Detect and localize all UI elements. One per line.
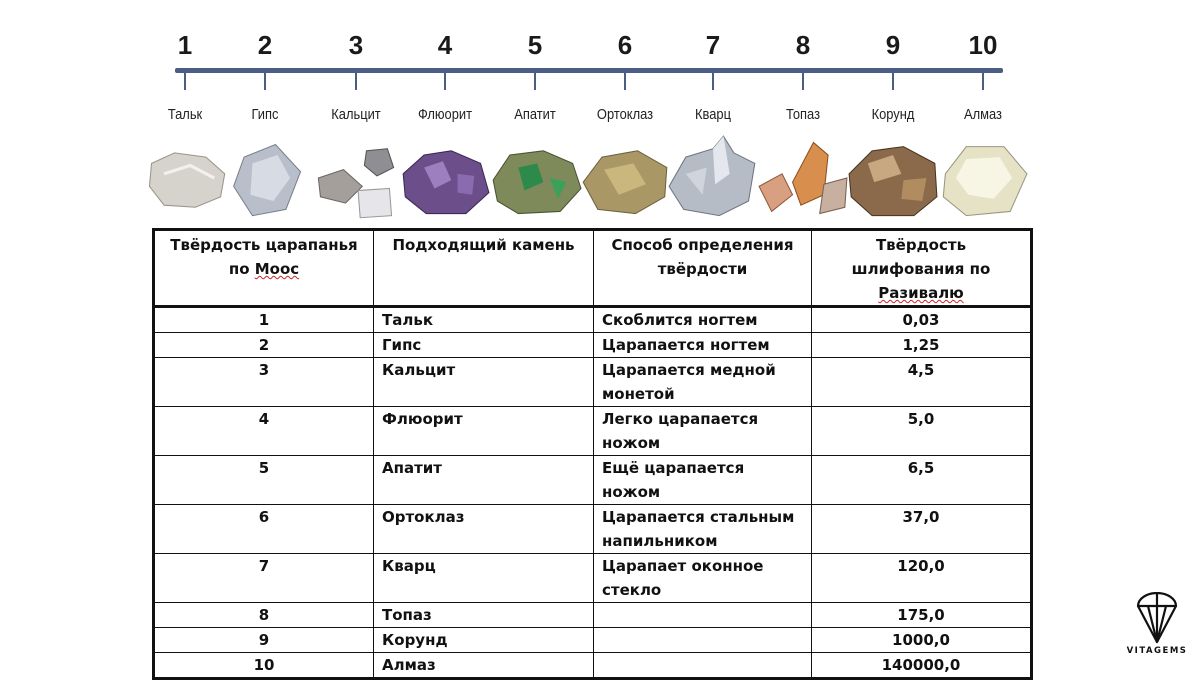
cell-method: Царапается ногтем — [594, 333, 812, 358]
scale-item — [490, 0, 580, 225]
table-row — [154, 358, 1032, 407]
table-row — [154, 603, 1032, 628]
scale-item — [758, 0, 848, 225]
cell-mohs-level: 2 — [154, 333, 374, 358]
table-row — [154, 505, 1032, 554]
scale-number: 6 — [617, 30, 633, 60]
mineral-name: Апатит — [514, 106, 556, 123]
header-method: Способ определения твёрдости — [594, 230, 812, 307]
cell-grinding-hardness: 1000,0 — [812, 628, 1032, 653]
cell-grinding-hardness: 37,0 — [812, 505, 1032, 554]
cell-method: Скоблится ногтем — [594, 307, 812, 333]
scale-item — [311, 0, 401, 225]
scale-number: 1 — [177, 30, 193, 60]
scale-item — [848, 0, 938, 225]
scale-tick — [982, 72, 984, 90]
scale-number: 3 — [348, 30, 364, 60]
scale-number: 5 — [527, 30, 543, 60]
cell-grinding-hardness: 5,0 — [812, 407, 1032, 456]
cell-mohs-level: 10 — [154, 653, 374, 679]
scale-item — [400, 0, 490, 225]
cell-stone: Ортоклаз — [374, 505, 594, 554]
cell-mohs-level: 8 — [154, 603, 374, 628]
mineral-name: Ортоклаз — [596, 106, 654, 123]
cell-method — [594, 628, 812, 653]
mineral-name: Флюорит — [417, 106, 473, 123]
cell-grinding-hardness: 1,25 — [812, 333, 1032, 358]
scale-tick — [892, 72, 894, 90]
cell-grinding-hardness: 175,0 — [812, 603, 1032, 628]
scale-tick — [624, 72, 626, 90]
scale-number: 9 — [885, 30, 901, 60]
cell-grinding-hardness: 120,0 — [812, 554, 1032, 603]
hardness-table — [152, 228, 1033, 680]
scale-item — [668, 0, 758, 225]
scale-number: 4 — [437, 30, 453, 60]
table-row — [154, 554, 1032, 603]
cell-mohs-level: 3 — [154, 358, 374, 407]
cell-method: Легко царапается ножом — [594, 407, 812, 456]
cell-grinding-hardness: 0,03 — [812, 307, 1032, 333]
cell-method: Царапает оконное стекло — [594, 554, 812, 603]
diamond-logo-icon — [1134, 592, 1180, 644]
mineral-name: Алмаз — [964, 106, 1002, 123]
scale-tick — [534, 72, 536, 90]
table-header-row — [154, 230, 1032, 307]
scale-tick — [712, 72, 714, 90]
header-stone: Подходящий камень — [374, 230, 594, 307]
mohs-scale — [0, 0, 1200, 225]
mineral-name: Тальк — [167, 106, 203, 123]
scale-tick — [802, 72, 804, 90]
cell-stone: Кальцит — [374, 358, 594, 407]
scale-item — [580, 0, 670, 225]
cell-method: Царапается медной монетой — [594, 358, 812, 407]
scale-tick — [444, 72, 446, 90]
cell-mohs-level: 9 — [154, 628, 374, 653]
cell-stone: Топаз — [374, 603, 594, 628]
cell-stone: Корунд — [374, 628, 594, 653]
header-mohs-hardness: Твёрдость царапанья по Моос — [154, 230, 374, 307]
table-row — [154, 456, 1032, 505]
mineral-image — [930, 132, 1036, 224]
cell-stone: Тальк — [374, 307, 594, 333]
table-row — [154, 333, 1032, 358]
cell-stone: Алмаз — [374, 653, 594, 679]
mineral-name: Кварц — [695, 106, 731, 123]
cell-grinding-hardness: 6,5 — [812, 456, 1032, 505]
cell-mohs-level: 7 — [154, 554, 374, 603]
brand-logo — [1118, 592, 1196, 664]
cell-mohs-level: 5 — [154, 456, 374, 505]
mineral-name: Топаз — [786, 106, 820, 123]
cell-stone: Кварц — [374, 554, 594, 603]
brand-name: VITAGEMS — [1126, 646, 1188, 656]
cell-mohs-level: 4 — [154, 407, 374, 456]
mineral-name: Корунд — [871, 106, 915, 123]
cell-mohs-level: 6 — [154, 505, 374, 554]
cell-mohs-level: 1 — [154, 307, 374, 333]
cell-method — [594, 603, 812, 628]
scale-number: 7 — [705, 30, 721, 60]
scale-number: 10 — [968, 30, 998, 60]
cell-method: Ещё царапается ножом — [594, 456, 812, 505]
mineral-name: Кальцит — [331, 106, 381, 123]
scale-number: 2 — [257, 30, 273, 60]
scale-tick — [355, 72, 357, 90]
cell-stone: Гипс — [374, 333, 594, 358]
scale-item — [938, 0, 1028, 225]
cell-method: Царапается стальным напильником — [594, 505, 812, 554]
cell-grinding-hardness: 4,5 — [812, 358, 1032, 407]
header-grinding-hardness: Твёрдость шлифования по Разивалю — [812, 230, 1032, 307]
table-row — [154, 407, 1032, 456]
scale-number: 8 — [795, 30, 811, 60]
mineral-name: Гипс — [251, 106, 279, 123]
table-row — [154, 307, 1032, 333]
cell-stone: Флюорит — [374, 407, 594, 456]
scale-item — [220, 0, 310, 225]
scale-tick — [264, 72, 266, 90]
table-row — [154, 628, 1032, 653]
cell-grinding-hardness: 140000,0 — [812, 653, 1032, 679]
scale-tick — [184, 72, 186, 90]
cell-stone: Апатит — [374, 456, 594, 505]
